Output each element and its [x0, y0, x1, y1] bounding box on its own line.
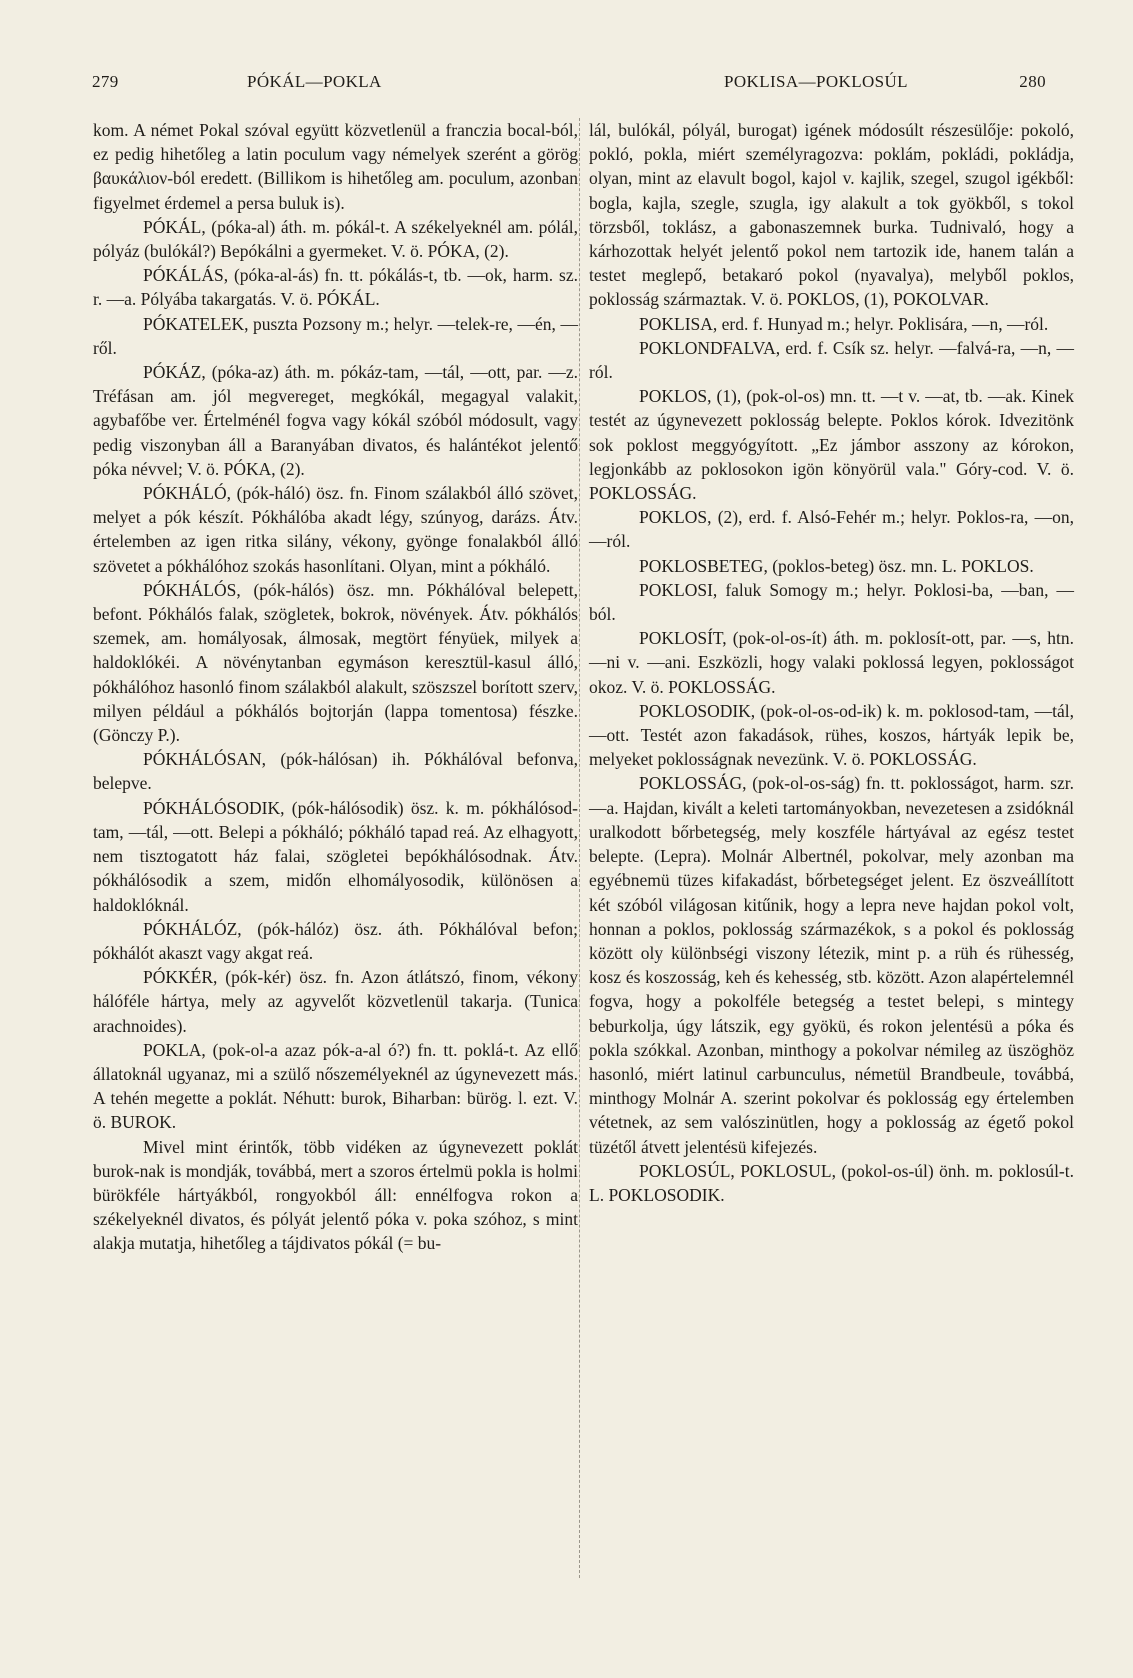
page-number-left: 279: [92, 72, 119, 91]
entry-pokalas: PÓKÁLÁS, (póka-al-ás) fn. tt. pókálás-t, tb. —ok, harm. sz. r. —a. Pólyába takargatás. V. ö. PÓKÁL.: [93, 265, 578, 310]
page-header: [92, 64, 1046, 98]
entry-pokatelek: PÓKATELEK, puszta Pozsony m.; helyr. —telek-re, —én, —ről.: [93, 313, 578, 358]
entry-pokhaloz: PÓKHÁLÓZ, (pók-hálóz) ösz. áth. Pókhálóval befon; pókhálót akaszt vagy akgat reá.: [93, 918, 578, 963]
entry-pokhalo: PÓKHÁLÓ, (pók-háló) ösz. fn. Finom szálakból álló szövet, melyet a pók készít. Pókhálóba akadt légy, szúnyog, darázs. Átv. értelemben az igen ritka silány, vékony, gyönge fonalakból álló szövetet a pókhálóhoz szokás hasonlítani. Olyan, mint a pókháló.: [93, 483, 578, 576]
column-divider: [579, 118, 580, 1578]
entry-poklisa: POKLISA, erd. f. Hunyad m.; helyr. Poklisára, —n, —ról.: [639, 313, 1049, 334]
page-number-right: 280: [1019, 72, 1046, 91]
entry-pokaz: PÓKÁZ, (póka-az) áth. m. pókáz-tam, —tál, —ott, par. —z. Tréfásan am. jól megvereget, megkókál, megagyal valakit, agybafőbe ver. Értelménél fogva vagy kókál szóból módosult, vagy pedig viszonyban áll a Baranyában divatos, és halántékot jelentő póka névvel; V. ö. PÓKA, (2).: [93, 362, 578, 479]
entry-pokal: PÓKÁL, (póka-al) áth. m. pókál-t. A székelyeknél am. pólál, pólyáz (bulókál?) Bepókálni a gyermeket. V. ö. PÓKA, (2).: [93, 216, 578, 262]
left-column: [93, 118, 578, 1256]
entry-continuation: kom. A német Pokal szóval együtt közvetlenül a franczia bocal-ból, ez pedig hihetőleg a latin poculum vagy némelyek szerént a görög βαυκάλιον-ból eredett. (Billikom is hihetőleg am. poculum, azonban figyelmet érdemel a persa buluk is).: [93, 120, 578, 213]
entry-poklossag: POKLOSSÁG, (pok-ol-os-ság) fn. tt. poklosságot, harm. szr. —a. Hajdan, kivált a keleti tartományokban, nevezetesen a zsidóknál uralkodott bőrbetegség, mely koszféle hártyával az egész testet belepte. (Lepra). Molnár Albertnél, pokolvar, mely azonban ma egyébnemü tüzes kifakadást, bőrbetegséget jelent. Ez öszveállított két szóból világosan kitűnik, hogy a lepra neve hajdan pokol volt, honnan a poklos, poklosság származékok, s a pokol és poklosság között oly különbségi viszony létezik, mint p. a rüh és rühesség, kosz és koszosság, keh és kehesség, stb. között. Azon alapértelemnél fogva, hogy a pokolféle betegség a testet belepi, s mintegy beburkolja, úgy látszik, egy gyökü, és rokon jelentésü a póka és pokla szókkal. Azonban, minthogy a pokolvar némileg az üszöghöz hasonló, miért latinul carbunculus, németül Brandbeule, továbbá, minthogy Molnár A. szerint pokolvar és poklosság egy értelemben vétetnek, az sem valószinütlen, hogy a poklosság az égető pokol tüzétől átvett jelentésü kifejezés.: [589, 773, 1074, 1157]
entry-pokker: PÓKKÉR, (pók-kér) ösz. fn. Azon átlátszó, finom, vékony hálóféle hártya, mely az agyvelőt közvetlenül takarja. (Tunica arachnoides).: [93, 967, 578, 1036]
entry-poklosi: POKLOSI, faluk Somogy m.; helyr. Poklosi-ba, —ban, —ból.: [589, 579, 1074, 625]
entry-poklos-1: POKLOS, (1), (pok-ol-os) mn. tt. —t v. —at, tb. —ak. Kinek testét az úgynevezett poklosság belepte. Poklos kórok. Idvezitönk sok poklost meggyógyított. „Ez jámbor asszony az kórokon, legjonkább az poklosokon igön könyörül vala." Góry-cod. V. ö. POKLOSSÁG.: [589, 386, 1074, 504]
running-head-right: POKLISA—POKLOSÚL: [724, 72, 908, 91]
running-head-left: PÓKÁL—POKLA: [247, 72, 382, 91]
entry-poklosit: POKLOSÍT, (pok-ol-os-ít) áth. m. poklosít-ott, par. —s, htn. —ni v. —ani. Eszközli, hogy valaki poklossá legyen, poklosságot okoz. V. ö. POKLOSSÁG.: [589, 628, 1074, 697]
entry-continuation-right: lál, bulókál, pólyál, burogat) igének módosúlt részesülője: pokoló, pokló, pokla, miért személyragozva: poklám, pokládi, pokládja, olyan, mint az elavult bogol, kajol v. kajlik, szegel, szugol igékből: bogla, kajla, szegle, szugla, igy alakult a tok gyökből, s tokol törzsből, toklász, a gabonaszemnek burka. Tudnivaló, hogy a kárhozottak helyét jelentő pokol nem tartozik ide, hanem talán a testet meglepő, betakaró pokol (nyavalya), melyből poklos, poklosság származtak. V. ö. POKLOS, (1), POKOLVAR.: [589, 120, 1074, 310]
right-column: [589, 118, 1074, 1207]
entry-poklosbeteg: POKLOSBETEG, (poklos-beteg) ösz. mn. L. POKLOS.: [639, 555, 1034, 576]
entry-pokla: POKLA, (pok-ol-a azaz pók-a-al ó?) fn. tt. poklá-t. Az ellő állatoknál ugyanaz, mi a szülő nőszemélyeknél az úgynevezett más. A tehén megette a poklát. Néhutt: burok, Biharban: bürög. l. ezt. V. ö. BUROK.: [93, 1039, 578, 1133]
entry-poklondfalva: POKLONDFALVA, erd. f. Csík sz. helyr. —falvá-ra, —n, —ról.: [589, 337, 1074, 383]
entry-pokhalos: PÓKHÁLÓS, (pók-hálós) ösz. mn. Pókhálóval belepett, befont. Pókhálós falak, szögletek, bokrok, növények. Átv. pókhálós szemek, am. homályosak, álmosak, megtört fényüek, milyek a haldoklókéi. A növénytanban egymáson keresztül-kasul álló, pókhálóhoz hasonló finom szálakból alakult, szöszszel borított szerv, milyen például a pókhálós bojtorján (lappa tomentosa) fészke. (Gönczy P.).: [93, 579, 578, 746]
entry-pokla-note: Mivel mint érintők, több vidéken az úgynevezett poklát burok-nak is mondják, továbbá, mert a szoros értelmü pokla is holmi bürökféle hártyákból, rongyokból áll: ennélfogva rokon a székelyeknél divatos, és pólyát jelentő póka v. poka szóhoz, s mint alakja mutatja, hihetőleg a tájdivatos pókál (= bu-: [93, 1136, 578, 1254]
entry-pokhalosodik: PÓKHÁLÓSODIK, (pók-hálósodik) ösz. k. m. pókhálósod-tam, —tál, —ott. Belepi a pókháló; pókháló tapad reá. Az elhagyott, nem tisztogatott ház falai, szögletei bepókhálósodnak. Átv. pókhálósodik a szem, midőn elhomályosodik, különösen a haldoklóknál.: [93, 797, 578, 915]
entry-poklosul: POKLOSÚL, POKLOSUL, (pokol-os-úl) önh. m. poklosúl-t. L. POKLOSODIK.: [589, 1160, 1074, 1205]
entry-poklos-2: POKLOS, (2), erd. f. Alsó-Fehér m.; helyr. Poklos-ra, —on, —ról.: [589, 507, 1074, 552]
entry-pokhalosan: PÓKHÁLÓSAN, (pók-hálósan) ih. Pókhálóval befonva, belepve.: [93, 749, 578, 794]
entry-poklosodik: POKLOSODIK, (pok-ol-os-od-ik) k. m. poklosod-tam, —tál, —ott. Testét azon fakadások, rühes, koszos, hártyák lepik be, melyeket poklosságnak nevezünk. V. ö. POKLOSSÁG.: [589, 700, 1074, 770]
